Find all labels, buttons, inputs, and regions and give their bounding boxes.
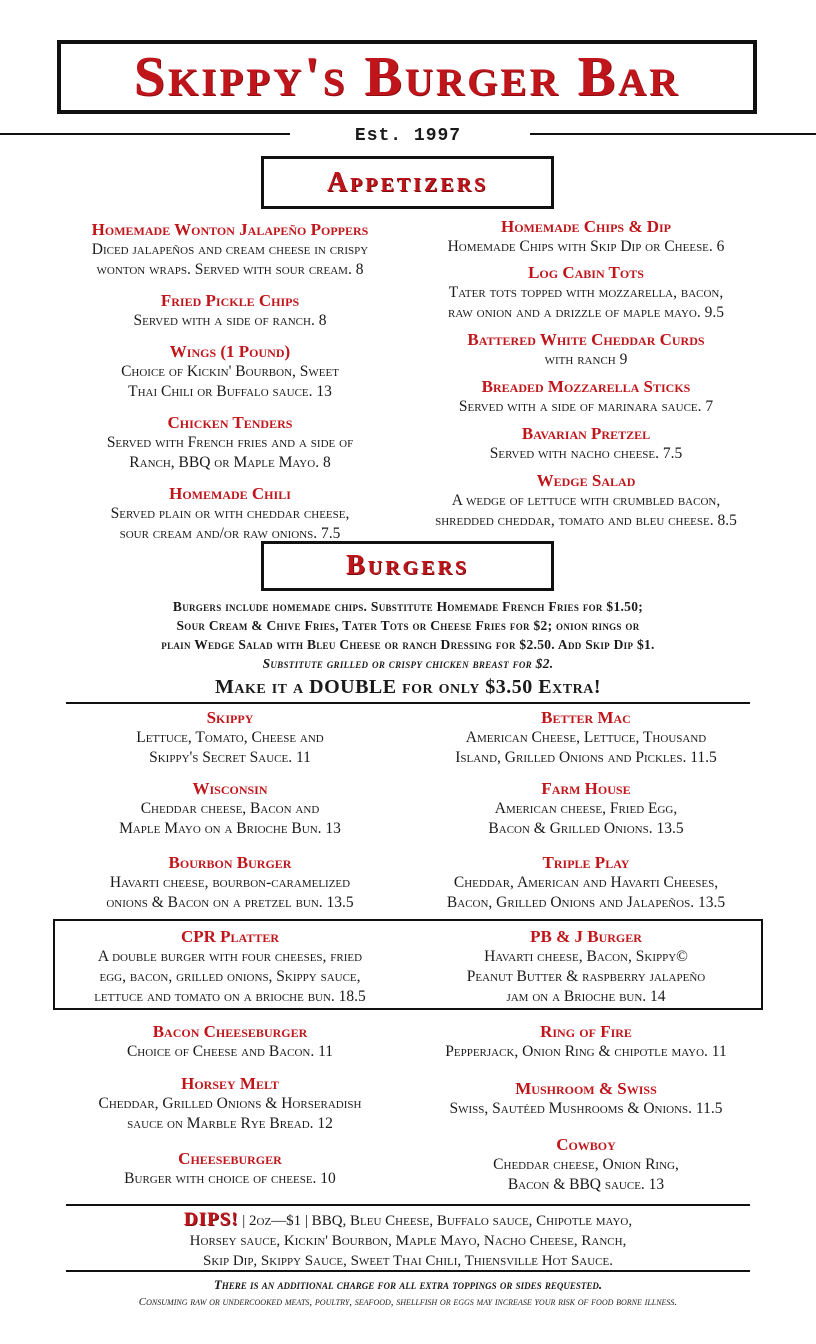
item-name: Homemade Chips & Dip [500,217,672,236]
item-desc: Ranch, BBQ or Maple Mayo. 8 [129,454,331,471]
item-name: Horsey Melt [181,1074,279,1093]
item-desc: egg, bacon, grilled onions, Skippy sauce, [99,968,361,985]
item-name: Farm House [541,779,631,798]
item-name: PB & J Burger [530,927,642,946]
item-desc: shredded cheddar, tomato and bleu cheese. 8.5 [435,512,737,529]
item-desc: wonton wraps. Served with sour cream. 8 [96,261,364,278]
food-safety-warning: Consuming raw or undercooked meats, poultry, seafood, shellfish or eggs may increase your risk of food borne illness. [138,1296,678,1308]
item-desc: Havarti cheese, Bacon, Skippy© [484,948,688,965]
dips-line-2: Horsey sauce, Kickin' Bourbon, Maple Mayo, Nacho Cheese, Ranch, [189,1233,627,1249]
menu-item [55,291,405,331]
item-desc: onions & Bacon on a pretzel bun. 13.5 [106,894,354,911]
item-desc: Served plain or with cheddar cheese, [110,505,350,522]
burger-notes [60,597,756,673]
burger-left-cpr-platter [55,927,405,1007]
item-name: Chicken Tenders [167,413,293,432]
item-desc: Diced jalapeños and cream cheese in crispy [91,241,369,258]
extra-charge-note: There is an additional charge for all extra toppings or sides requested. [213,1277,603,1292]
burger-right-triple-play [405,853,767,913]
item-desc: Choice of Cheese and Bacon. 11 [126,1043,334,1060]
header-rule-left [0,133,290,135]
item-desc: Lettuce, Tomato, Cheese and [136,729,324,746]
menu-item [55,413,405,473]
item-name: Cowboy [556,1135,616,1154]
item-desc: American Cheese, Lettuce, Thousand [465,729,707,746]
burgers-rule-top [66,702,750,704]
burger-left-wisconsin [55,779,405,839]
item-desc: Peanut Butter & raspberry jalapeño [466,968,706,985]
item-name: Ring of Fire [540,1022,632,1041]
item-name: Bavarian Pretzel [521,424,651,443]
item-desc: Cheddar, American and Havarti Cheeses, [453,874,719,891]
burger-left-bourbon [55,853,405,913]
dips-line [60,1210,756,1231]
dips-title: DIPS! [183,1209,239,1230]
burger-right-mushroom-swiss [405,1079,767,1119]
item-desc: Bacon & Grilled Onions. 13.5 [488,820,684,837]
burger-right-farm-house [405,779,767,839]
burger-left-skippy [55,708,405,768]
item-desc: Cheddar cheese, Onion Ring, [493,1156,679,1173]
burger-note-line: Sour Cream & Chive Fries, Tater Tots or Cheese Fries for $2; onion rings or [176,618,640,633]
item-desc: Tater tots topped with mozzarella, bacon, [448,284,724,301]
item-name: Wisconsin [192,779,268,798]
item-desc: Skippy's Secret Sauce. 11 [149,749,311,766]
item-name: Better Mac [541,708,631,727]
burger-right-better-mac [405,708,767,768]
item-desc: jam on a Brioche bun. 14 [506,988,666,1005]
burger-left-horsey-melt [55,1074,405,1134]
item-name: Battered White Cheddar Curds [467,330,705,349]
menu-item [55,220,405,280]
item-name: Breaded Mozzarella Sticks [481,377,691,396]
item-desc: Cheddar cheese, Bacon and [140,800,320,817]
burger-left-cheeseburger [55,1149,405,1189]
burger-note-line: plain Wedge Salad with Bleu Cheese or ranch Dressing for $2.50. Add Skip Dip $1. [161,637,655,652]
title-box [57,40,757,114]
dips-line-1: | 2oz—$1 | BBQ, Bleu Cheese, Buffalo sauce, Chipotle mayo, [238,1213,633,1229]
item-desc: American cheese, Fried Egg, [494,800,678,817]
burger-right-pb-j [405,927,767,1007]
dips-line-3: Skip Dip, Skippy Sauce, Sweet Thai Chili, Thiensville Hot Sauce. [203,1253,613,1269]
item-name: Bourbon Burger [168,853,292,872]
item-name: Mushroom & Swiss [515,1079,657,1098]
menu-item [405,471,767,531]
item-desc: Bacon, Grilled Onions and Jalapeños. 13.5 [446,894,726,911]
item-desc: A double burger with four cheeses, fried [97,948,363,965]
appetizers-right-column [405,217,767,542]
item-name: Wedge Salad [536,471,636,490]
item-desc: Served with a side of ranch. 8 [133,312,327,329]
item-desc: Served with French fries and a side of [106,434,354,451]
item-desc: Served with nacho cheese. 7.5 [489,445,683,462]
item-name: Fried Pickle Chips [160,291,300,310]
appetizers-heading: Appetizers [326,166,489,198]
appetizers-heading-box [261,156,554,209]
burgers-heading-box [261,541,554,591]
item-desc: Served with a side of marinara sauce. 7 [458,398,714,415]
item-name: Log Cabin Tots [528,263,644,282]
established-year: Est. 1997 [354,126,462,146]
double-offer: Make it a DOUBLE for only $3.50 Extra! [215,676,601,698]
item-desc: A wedge of lettuce with crumbled bacon, [451,492,721,509]
item-name: Bacon Cheeseburger [152,1022,308,1041]
item-name: Wings (1 Pound) [169,342,291,361]
item-desc: Maple Mayo on a Brioche Bun. 13 [119,820,341,837]
item-desc: Choice of Kickin' Bourbon, Sweet [121,363,339,380]
burger-note-line: Burgers include homemade chips. Substitute Homemade French Fries for $1.50; [172,599,644,614]
header-rule-right [530,133,816,135]
dips-section [60,1210,756,1271]
dips-rule-top [66,1204,750,1206]
item-desc: Bacon & BBQ sauce. 13 [507,1176,665,1193]
burger-note-chicken: Substitute grilled or crispy chicken breast for $2. [262,656,554,671]
item-desc: Homemade Chips with Skip Dip or Cheese. 6 [447,238,725,255]
menu-item [405,263,767,323]
burger-left-bacon-cheeseburger [55,1022,405,1062]
appetizers-left-column [55,220,405,555]
item-desc: Pepperjack, Onion Ring & chipotle mayo. 11 [445,1043,727,1060]
item-desc: Cheddar, Grilled Onions & Horseradish [98,1095,362,1112]
item-name: Homemade Chili [169,484,291,503]
dips-rule-bottom [66,1270,750,1272]
burgers-heading: Burgers [345,550,470,581]
burger-right-cowboy [405,1135,767,1195]
menu-item [405,330,767,370]
item-desc: Havarti cheese, bourbon-caramelized [109,874,351,891]
item-desc: with ranch 9 [544,351,628,368]
item-name: Homemade Wonton Jalapeño Poppers [91,220,369,239]
item-desc: lettuce and tomato on a brioche bun. 18.5 [94,988,366,1005]
item-desc: sauce on Marble Rye Bread. 12 [127,1115,333,1132]
item-name: Cheeseburger [178,1149,282,1168]
menu-item [405,424,767,464]
menu-item [405,377,767,417]
menu-item [55,484,405,544]
item-desc: Swiss, Sautéed Mushrooms & Onions. 11.5 [449,1100,723,1117]
item-desc: Burger with choice of cheese. 10 [124,1170,336,1187]
item-desc: sour cream and/or raw onions. 7.5 [119,525,341,542]
menu-item [55,342,405,402]
burger-right-ring-of-fire [405,1022,767,1062]
item-desc: raw onion and a drizzle of maple mayo. 9.5 [447,304,724,321]
item-name: Triple Play [542,853,630,872]
item-name: CPR Platter [180,927,280,946]
item-desc: Island, Grilled Onions and Pickles. 11.5 [455,749,717,766]
item-name: Skippy [206,708,254,727]
menu-item [405,217,767,257]
item-desc: Thai Chili or Buffalo sauce. 13 [128,383,332,400]
restaurant-title: Skippy's Burger Bar [133,46,681,108]
